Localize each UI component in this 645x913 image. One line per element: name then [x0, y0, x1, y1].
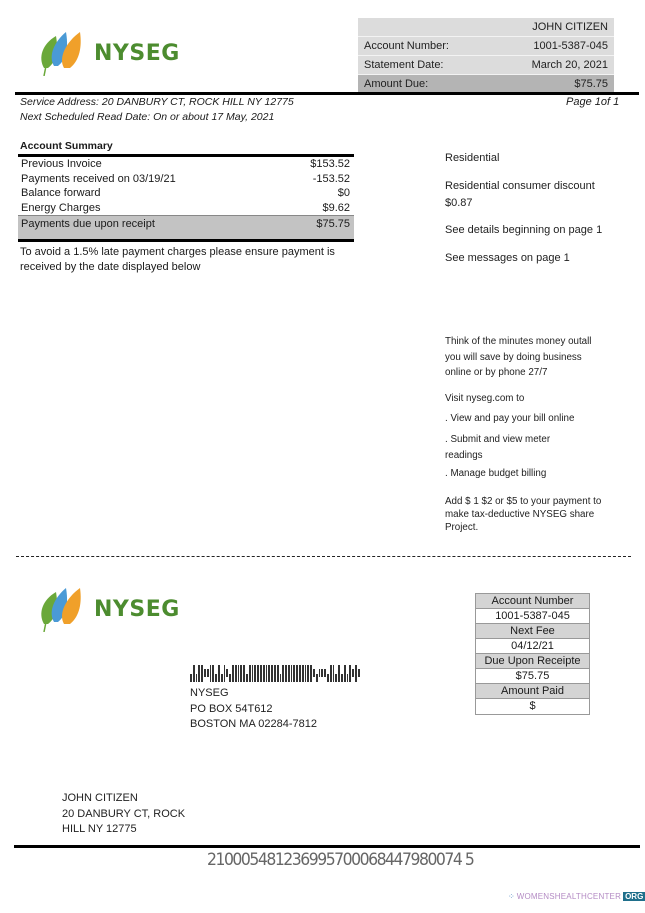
- header-divider: [15, 92, 639, 95]
- summary-row-value: $153.52: [310, 158, 350, 171]
- account-number-value: 1001-5387-045: [533, 40, 608, 52]
- details-link-text: See details beginning on page 1: [445, 224, 603, 236]
- account-number-row: [358, 37, 614, 56]
- promo-donation: Add $ 1 $2 or $5 to your payment to make tax-deductive NYSEG share Project.: [445, 496, 602, 533]
- customer-name: JOHN CITIZEN: [532, 21, 608, 33]
- summary-title: Account Summary: [20, 140, 113, 152]
- statement-date-value: March 20, 2021: [531, 59, 608, 71]
- promo-intro: Think of the minutes money outall you will save by doing business online or by phone 27/7: [445, 336, 592, 378]
- customer-line: 20 DANBURY CT, ROCK: [62, 807, 186, 820]
- amount-due-label: Amount Due:: [364, 78, 429, 90]
- promo-bullet: . View and pay your bill online: [445, 413, 575, 424]
- remit-line: PO BOX 54T612: [190, 702, 273, 715]
- summary-row: [18, 172, 354, 187]
- customer-line: JOHN CITIZEN: [62, 792, 138, 804]
- discount-label: Residential consumer discount: [445, 180, 595, 192]
- stub-account-number-value: 1001-5387-045: [476, 609, 589, 624]
- customer-name-row: [358, 18, 614, 37]
- stub-due-value: $75.75: [476, 669, 589, 684]
- summary-total-label: Payments due upon receipt: [21, 218, 155, 230]
- promo-visit: Visit nyseg.com to: [445, 393, 525, 404]
- summary-row-label: Previous Invoice: [21, 158, 102, 171]
- summary-row-label: Energy Charges: [21, 201, 101, 214]
- discount-value: $0.87: [445, 197, 473, 209]
- statement-date-row: [358, 56, 614, 75]
- summary-row: [18, 157, 354, 172]
- promo-bullet: . Manage budget billing: [445, 468, 547, 479]
- leaf-logo-icon: [38, 30, 92, 76]
- summary-row-label: Payments received on 03/19/21: [21, 172, 176, 185]
- summary-row-label: Balance forward: [21, 187, 101, 200]
- nyseg-logo: [38, 30, 180, 76]
- stub-amount-paid-field[interactable]: $: [476, 699, 589, 714]
- account-summary: [18, 140, 354, 275]
- summary-row-value: $9.62: [322, 201, 350, 214]
- stub-amount-paid-label: Amount Paid: [476, 684, 589, 699]
- summary-total-value: $75.75: [316, 218, 350, 230]
- remit-line: NYSEG: [190, 687, 229, 699]
- watermark-text: WOMENSHEALTHCENTER: [516, 892, 622, 901]
- summary-row: [18, 186, 354, 201]
- watermark-suffix: ORG: [625, 892, 644, 901]
- payment-stub-table: [475, 593, 590, 715]
- brand-name: NYSEG: [94, 40, 180, 66]
- service-address: Service Address: 20 DANBURY CT, ROCK HILL NY 12775: [20, 96, 294, 108]
- late-payment-note: To avoid a 1.5% late payment charges please ensure payment is received by the date displayed below: [20, 246, 335, 273]
- amount-due-value: $75.75: [574, 78, 608, 90]
- next-read-date: Next Scheduled Read Date: On or about 17 May, 2021: [20, 111, 275, 123]
- summary-row: [18, 201, 354, 216]
- scanline-number: 210005481236995700068447980074 5: [207, 850, 474, 870]
- summary-row-value: $0: [337, 187, 350, 200]
- stub-bottom-divider: [14, 845, 640, 848]
- nyseg-logo-stub: [38, 586, 180, 632]
- page-number: Page 1of 1: [566, 96, 620, 108]
- remit-line: BOSTON MA 02284-7812: [190, 718, 317, 730]
- messages-link-text: See messages on page 1: [445, 252, 570, 264]
- brand-name: NYSEG: [94, 596, 180, 622]
- summary-total-row: [18, 215, 354, 239]
- customer-address: [62, 791, 185, 838]
- tear-off-line: [16, 556, 631, 557]
- statement-date-label: Statement Date:: [364, 59, 444, 71]
- watermark: [508, 892, 645, 901]
- account-number-label: Account Number:: [364, 40, 449, 52]
- summary-bottom-rule: [18, 239, 354, 242]
- stub-next-fee-label: Next Fee: [476, 624, 589, 639]
- remit-address: [190, 686, 317, 733]
- stub-account-number-label: Account Number: [476, 594, 589, 609]
- promo-bullet: . Submit and view meter readings: [445, 434, 551, 461]
- account-info-table: [358, 18, 614, 94]
- account-type: Residential: [445, 152, 500, 164]
- stub-next-fee-value: 04/12/21: [476, 639, 589, 654]
- stub-due-label: Due Upon Receipte: [476, 654, 589, 669]
- dots-icon: ⁘: [508, 892, 515, 901]
- postal-barcode: [190, 664, 438, 682]
- summary-row-value: -153.52: [312, 172, 350, 185]
- leaf-logo-icon: [38, 586, 92, 632]
- customer-line: HILL NY 12775: [62, 823, 137, 835]
